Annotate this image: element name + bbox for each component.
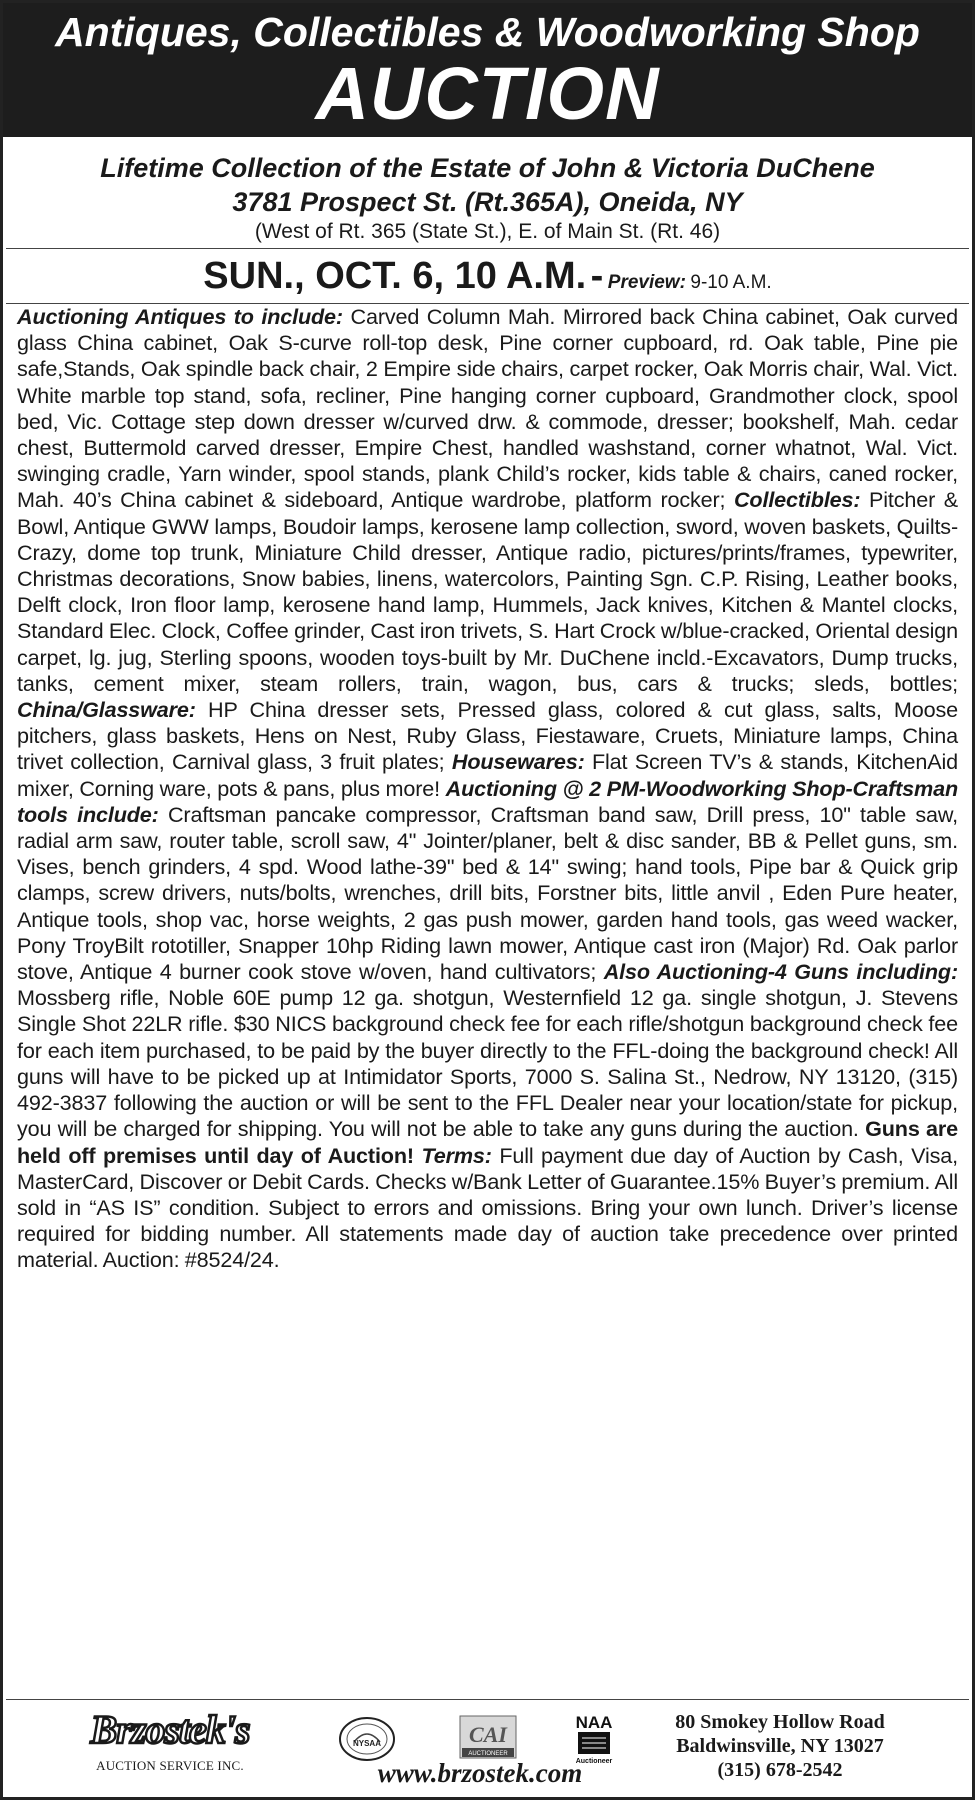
header-title: AUCTION <box>315 52 660 135</box>
guns-notice: Guns are held off premises until day of Auction! <box>17 1116 958 1168</box>
contact-address <box>635 1710 925 1782</box>
nysaa-seal-icon <box>336 1712 398 1762</box>
address-line-2: Baldwinsville, NY 13027 <box>676 1735 884 1757</box>
shop-heading: Auctioning @ 2 PM-Woodworking Shop-Craftsman tools include: <box>17 775 958 827</box>
antiques-heading: Auctioning Antiques to include: <box>17 304 343 329</box>
svg-text:CAI: CAI <box>469 1722 507 1747</box>
terms-text: Full payment due day of Auction by Cash, Visa, MasterCard, Discover or Debit Cards. Checks w/Bank Letter of Guarantee.15% Buyer’s premium. All sold in “AS IS” condition. Subject to errors and omissions. Bring your own lunch. Driver’s license required for bidding number. All statements made day of auction take precedence over printed material. Auction: #8524/24. <box>17 1142 958 1273</box>
china-heading: China/Glassware: <box>17 697 196 723</box>
auction-date: SUN., OCT. 6, 10 A.M. <box>203 255 587 297</box>
guns-text: Mossberg rifle, Noble 60E pump 12 ga. shotgun, Westernfield 12 ga. single shotgun, J. Stevens Single Shot 22LR rifle. $30 NICS background check fee for each rifle/shotgun background check fee for each item purchased, to be paid by the buyer directly to the FFL-doing the background check! All guns will have to be picked up at Intimidator Sports, 7000 S. Salina St., Nedrow, NY 13120, (315) 492-3837 following the auction or will be sent to the FFL Dealer near your location/state for pickup, you will be charged for shipping. You will not be able to take any guns during the auction. <box>17 985 958 1142</box>
association-badges <box>334 1708 622 1764</box>
svg-text:NAA: NAA <box>575 1713 613 1732</box>
china-text: HP China dresser sets, Pressed glass, colored & cut glass, salts, Moose pitchers, glass baskets, Hens on Nest, Ruby Glass, Fiestaware, Cruets, Miniature lamps, China trivet collection, Carnival glass, 3 fruit plates; <box>17 697 958 775</box>
shop-text: Craftsman pancake compressor, Craftsman band saw, Drill press, 10" table saw, radial arm saw, router table, scroll saw, 4" Jointer/planer, belt & disc sander, BB & Pellet guns, sm. Vises, bench grinders, 4 spd. Wood lathe-39" bed & 14" swing; hand tools, Pipe bar & Quick grip clamps, screw drivers, nuts/bolts, wrenches, drill bits, Forstner bits, little anvil , Eden Pure heater, Antique tools, shop vac, horse weights, 2 gas push mower, garden hand tools, gas weed wacker, Pony TroyBilt rototiller, Snapper 10hp Riding lawn mower, Antique cast iron (Major) Rd. Oak parlor stove, Antique 4 burner cook stove w/oven, hand cultivators; <box>17 801 958 985</box>
guns-heading: Also Auctioning-4 Guns including: <box>603 959 959 985</box>
footer <box>6 1699 969 1794</box>
estate-address: 3781 Prospect St. (Rt.365A), Oneida, NY <box>232 187 743 217</box>
housewares-text: Flat Screen TV’s & stands, KitchenAid mixer, Corning ware, pots & pans, plus more! <box>17 749 958 801</box>
brzosteks-logo <box>70 1708 270 1774</box>
estate-name: Lifetime Collection of the Estate of John & Victoria DuChene <box>100 153 875 183</box>
terms-heading: Terms: <box>421 1142 492 1168</box>
logo-subtitle: AUCTION SERVICE INC. <box>96 1758 244 1773</box>
date-line <box>6 249 969 304</box>
collectibles-heading: Collectibles: <box>733 487 861 513</box>
svg-text:NYSAA: NYSAA <box>352 1739 382 1748</box>
antiques-text: Carved Column Mah. Mirrored back China cabinet, Oak curved glass China cabinet, Oak S-curve roll-top desk, Pine corner cupboard, rd. Oak table, Pine pie safe,Stands, Oak spindle back chair, 2 Empire side chairs, carpet rocker, Oak Morris chair, Wal. Vict. White marble top stand, sofa, recliner, Pine hanging corner cupboard, Grandmother clock, spool bed, Vic. Cottage step down dresser w/curved drw. & commode, dresser; bookshelf, Mah. cedar chest, Buttermold carved dresser, Empire Chest, handled washstand, corner whatnot, Wal. Vict. swinging cradle, Yarn winder, spool stands, plank Child’s rocker, kids table & chairs, caned rocker, Mah. 40’s China cabinet & sideboard, Antique wardrobe, platform rocker; <box>17 304 958 513</box>
auction-listing <box>3 304 972 1696</box>
address-line-1: 80 Smokey Hollow Road <box>675 1711 885 1733</box>
date-dash: - <box>590 255 604 297</box>
svg-text:Auctioneer: Auctioneer <box>575 1758 613 1765</box>
estate-directions: (West of Rt. 365 (State St.), E. of Main St. (Rt. 46) <box>254 220 721 243</box>
cai-auctioneer-icon <box>458 1714 518 1760</box>
collectibles-text: Pitcher & Bowl, Antique GWW lamps, Boudoir lamps, kerosene lamp collection, sword, woven baskets, Quilts-Crazy, dome top trunk, Miniature Child dresser, Antique radio, pictures/prints/frames, typewriter, Christmas decorations, Snow babies, linens, watercolors, Painting Sgn. C.P. Rising, Leather books, Delft clock, Iron floor lamp, kerosene hand lamp, Hummels, Jack knives, Kitchen & Mantel clocks, Standard Elec. Clock, Coffee grinder, Cast iron trivets, S. Hart Crock w/blue-cracked, Oriental design carpet, lg. jug, Sterling spoons, wooden toys-built by Mr. DuChene incld.-Excavators, Dump trucks, tanks, cement mixer, steam rollers, train, wagon, bus, cars & trucks; sleds, bottles; <box>17 487 958 696</box>
phone-number: (315) 678-2542 <box>717 1759 843 1781</box>
header-banner <box>3 3 972 137</box>
housewares-heading: Housewares: <box>451 749 585 775</box>
preview-time: 9-10 A.M. <box>690 272 772 293</box>
preview-label: Preview: <box>607 272 686 293</box>
svg-text:AUCTIONEER: AUCTIONEER <box>468 1751 508 1757</box>
logo-name: Brzostek's <box>90 1707 250 1752</box>
website-link[interactable]: www.brzostek.com <box>377 1758 583 1788</box>
header-subtitle: Antiques, Collectibles & Woodworking Shop <box>55 9 920 55</box>
estate-block <box>6 137 969 249</box>
